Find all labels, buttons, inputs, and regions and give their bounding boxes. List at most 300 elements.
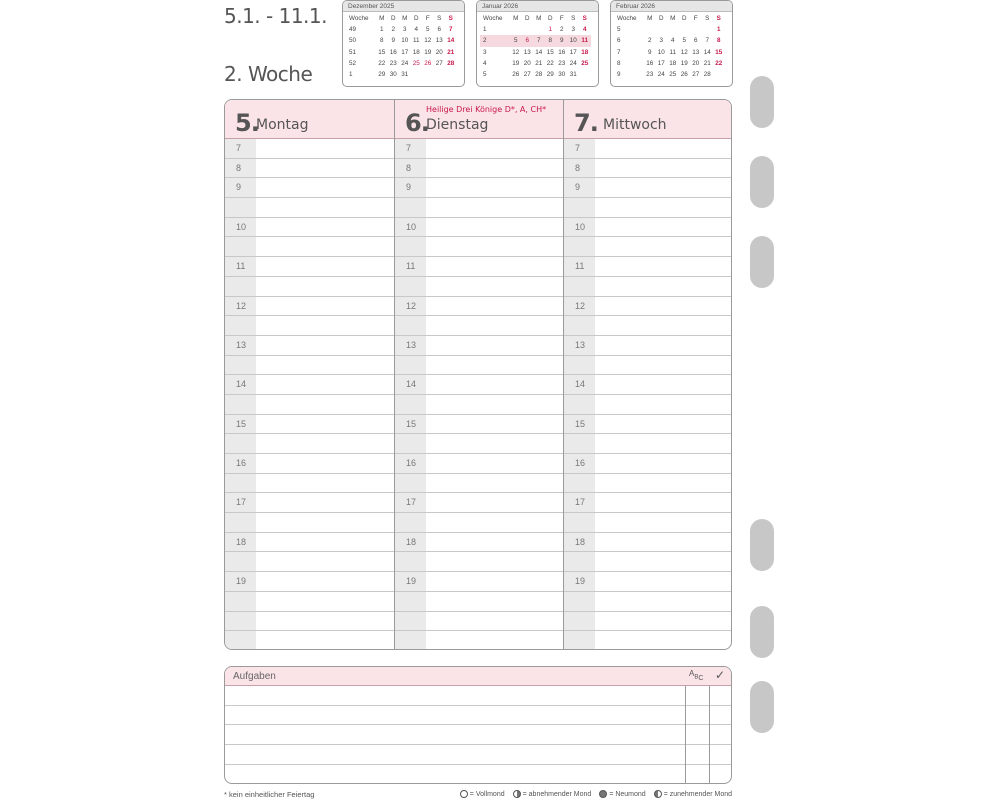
hour-label: 12 xyxy=(575,300,586,311)
mini-calendar-day: 6 xyxy=(437,26,441,34)
mini-calendar-week-number: 5 xyxy=(617,26,621,34)
time-slot[interactable] xyxy=(564,375,731,395)
mini-calendar-day: 10 xyxy=(401,37,409,45)
time-slot[interactable] xyxy=(564,198,731,218)
hour-gutter xyxy=(564,237,595,256)
mini-calendar-head-cell: M xyxy=(379,15,385,22)
day-column xyxy=(225,100,394,649)
time-slot[interactable] xyxy=(395,375,563,395)
day-number: 6. xyxy=(405,109,429,137)
hour-label: 16 xyxy=(406,458,417,468)
mini-calendar-day: 11 xyxy=(579,35,591,46)
time-slot[interactable] xyxy=(225,474,394,494)
hour-gutter xyxy=(395,592,426,611)
mini-calendar-day: 25 xyxy=(581,59,589,67)
mini-calendar-day: 27 xyxy=(435,59,443,67)
time-slot[interactable] xyxy=(395,395,563,415)
mini-calendar xyxy=(610,0,733,87)
time-slot[interactable] xyxy=(395,356,563,376)
time-slot[interactable] xyxy=(395,631,563,650)
time-slot[interactable] xyxy=(225,454,394,474)
time-slot[interactable] xyxy=(395,178,563,198)
time-slot[interactable] xyxy=(225,139,394,159)
mini-calendar-week-row xyxy=(614,69,725,80)
day-name: Montag xyxy=(256,117,309,133)
mini-calendar-week-row xyxy=(480,69,591,80)
hour-label: 9 xyxy=(406,182,412,193)
time-slot[interactable] xyxy=(225,631,394,650)
hour-label: 11 xyxy=(406,261,416,272)
hour-gutter xyxy=(564,592,595,611)
legend-label: = abnehmender Mond xyxy=(522,790,592,798)
mini-calendar-day: 27 xyxy=(523,71,531,79)
mini-calendar-head-cell: S xyxy=(705,15,710,22)
mini-calendar-day: 30 xyxy=(558,71,566,79)
mini-calendar-day xyxy=(411,69,423,80)
legend-item xyxy=(513,790,592,798)
time-slot[interactable] xyxy=(564,592,731,612)
mini-calendar-day: 19 xyxy=(424,48,432,56)
mini-calendar-day xyxy=(713,69,725,80)
mini-calendar-week-row xyxy=(614,24,725,35)
hour-label: 13 xyxy=(406,339,417,350)
hour-gutter xyxy=(395,277,426,296)
time-slot[interactable] xyxy=(395,257,563,277)
hour-label: 14 xyxy=(406,379,417,390)
mini-calendar-head-cell: S xyxy=(448,15,453,22)
mini-calendar-day: 21 xyxy=(447,48,455,56)
mini-calendar-day: 29 xyxy=(378,71,386,79)
mini-calendar-day: 13 xyxy=(435,37,443,45)
time-slot[interactable] xyxy=(225,356,394,376)
mini-calendar-day: 21 xyxy=(703,59,711,67)
time-slot[interactable] xyxy=(225,493,394,513)
mini-calendar-day xyxy=(434,69,446,80)
mini-calendar-day: 26 xyxy=(512,71,520,79)
mini-calendar-day: 4 xyxy=(582,26,587,34)
index-tab[interactable] xyxy=(750,519,774,571)
task-row[interactable] xyxy=(225,686,731,706)
mini-calendar-day: 8 xyxy=(716,37,721,45)
tasks-panel xyxy=(224,666,732,784)
time-slot[interactable] xyxy=(225,552,394,572)
mini-calendar-day xyxy=(445,69,457,80)
mini-calendar-week-row xyxy=(480,35,591,46)
mini-calendar-week-number: 5 xyxy=(483,71,487,79)
task-row[interactable] xyxy=(225,745,731,765)
task-row[interactable] xyxy=(225,765,731,784)
hour-gutter xyxy=(395,237,426,256)
time-slot[interactable] xyxy=(564,513,731,533)
mini-calendar-head-cell: D xyxy=(413,15,419,22)
mini-calendar-day: 15 xyxy=(546,48,554,56)
time-slot[interactable] xyxy=(395,533,563,553)
hour-label: 10 xyxy=(236,221,247,232)
hour-gutter xyxy=(225,395,256,414)
mini-calendar-day: 28 xyxy=(703,71,711,79)
time-slot[interactable] xyxy=(564,533,731,553)
mini-calendar-day xyxy=(679,24,691,35)
hour-label: 12 xyxy=(406,300,417,311)
mini-calendar-week-row xyxy=(346,35,457,46)
mini-calendar xyxy=(476,0,599,87)
index-tab[interactable] xyxy=(750,681,774,733)
mini-calendar-week-number: 8 xyxy=(617,59,621,67)
time-slot[interactable] xyxy=(564,277,731,297)
mini-calendar-week-number: 7 xyxy=(617,48,621,56)
time-slot[interactable] xyxy=(225,237,394,257)
hour-label: 8 xyxy=(236,162,242,173)
mini-calendar-day: 21 xyxy=(535,59,543,67)
legend-item xyxy=(654,790,732,798)
mini-calendar-day: 12 xyxy=(424,37,432,45)
new-moon-icon xyxy=(599,790,607,798)
moon-legend xyxy=(460,790,732,798)
mini-calendar-day: 2 xyxy=(647,37,652,45)
mini-calendar-day: 22 xyxy=(546,59,554,67)
time-slot[interactable] xyxy=(395,513,563,533)
mini-calendar-day: 9 xyxy=(391,37,395,45)
mini-calendar-day: 14 xyxy=(703,48,711,56)
time-slot[interactable] xyxy=(395,336,563,356)
hour-label: 7 xyxy=(236,143,242,153)
mini-calendar-day: 24 xyxy=(401,59,409,67)
mini-calendar-head-cell: S xyxy=(716,15,721,22)
mini-calendar-day: 17 xyxy=(657,59,665,67)
task-row[interactable] xyxy=(225,725,731,745)
mini-calendar-day: 20 xyxy=(435,48,443,56)
hour-gutter xyxy=(395,631,426,650)
mini-calendar-day: 6 xyxy=(693,37,698,45)
index-tab[interactable] xyxy=(750,76,774,128)
hour-gutter xyxy=(564,316,595,335)
time-slot[interactable] xyxy=(564,237,731,257)
mini-calendar-head-cell: D xyxy=(524,15,530,22)
legend-label: = Vollmond xyxy=(469,790,505,798)
mini-calendar-week-number: 49 xyxy=(349,26,357,34)
mini-calendar-day: 14 xyxy=(447,37,455,45)
hour-label: 7 xyxy=(575,143,581,153)
time-slot[interactable] xyxy=(564,297,731,317)
hour-gutter xyxy=(564,552,595,571)
time-slot[interactable] xyxy=(225,533,394,553)
time-slot[interactable] xyxy=(395,474,563,494)
mini-calendar-day: 3 xyxy=(659,37,663,45)
day-header xyxy=(225,100,394,139)
hour-gutter xyxy=(225,513,256,532)
mini-calendar-day: 31 xyxy=(569,71,577,79)
hour-gutter xyxy=(564,612,595,631)
day-header xyxy=(564,100,731,139)
time-slot[interactable] xyxy=(564,316,731,336)
time-slot[interactable] xyxy=(225,336,394,356)
mini-calendar-day: 10 xyxy=(568,35,580,46)
time-slot[interactable] xyxy=(225,218,394,238)
time-slot[interactable] xyxy=(395,139,563,159)
mini-calendar-week-row xyxy=(346,69,457,80)
hour-gutter xyxy=(564,513,595,532)
wane-moon-icon xyxy=(513,790,521,798)
mini-calendar-day xyxy=(644,24,656,35)
hour-label: 14 xyxy=(575,379,586,390)
time-slot[interactable] xyxy=(564,356,731,376)
day-header xyxy=(395,100,563,139)
hour-gutter xyxy=(395,552,426,571)
mini-calendar-head-cell: S xyxy=(582,15,587,22)
mini-calendar-day: 3 xyxy=(402,26,407,34)
hour-label: 15 xyxy=(575,418,586,429)
mini-calendar-week-number: 4 xyxy=(483,59,487,67)
time-slot[interactable] xyxy=(564,552,731,572)
mini-calendar-week-row xyxy=(346,24,457,35)
mini-calendar-day: 7 xyxy=(533,35,545,46)
holiday-footnote: * kein einheitlicher Feiertag xyxy=(224,790,315,799)
time-slot[interactable] xyxy=(564,434,731,454)
mini-calendar-head-cell: Woche xyxy=(483,15,503,22)
time-slot[interactable] xyxy=(395,159,563,179)
time-slot[interactable] xyxy=(225,415,394,435)
mini-calendar-day: 19 xyxy=(512,59,520,67)
hour-gutter xyxy=(225,474,256,493)
time-slot[interactable] xyxy=(395,552,563,572)
mini-calendar-week-row xyxy=(614,35,725,46)
mini-calendar-head-cell: M xyxy=(402,15,408,22)
time-slot[interactable] xyxy=(225,572,394,592)
hour-label: 19 xyxy=(236,576,247,587)
time-slot[interactable] xyxy=(564,454,731,474)
mini-calendar-day: 18 xyxy=(669,59,677,67)
hour-gutter xyxy=(225,198,256,217)
mini-calendar-day: 9 xyxy=(556,35,568,46)
mini-calendar-day: 17 xyxy=(569,48,577,56)
hour-gutter xyxy=(564,474,595,493)
mini-calendar-day: 18 xyxy=(581,48,589,56)
mini-calendar-day xyxy=(522,24,534,35)
time-slot[interactable] xyxy=(564,572,731,592)
day-name: Dienstag xyxy=(426,117,489,133)
mini-calendar-day: 1 xyxy=(379,26,384,34)
time-slot[interactable] xyxy=(225,375,394,395)
hour-gutter xyxy=(564,434,595,453)
hour-gutter xyxy=(395,474,426,493)
mini-calendar-day: 23 xyxy=(646,71,654,79)
mini-calendar-day: 25 xyxy=(669,71,677,79)
day-number: 5. xyxy=(235,109,259,137)
priority-abc-label: $A_{BC}$ xyxy=(689,669,704,682)
time-slot[interactable] xyxy=(564,631,731,650)
mini-calendar-day: 31 xyxy=(401,71,409,79)
mini-calendar-head-cell: D xyxy=(547,15,553,22)
mini-calendar-day: 17 xyxy=(401,48,409,56)
hour-label: 16 xyxy=(575,458,586,468)
index-tab[interactable] xyxy=(750,606,774,658)
mini-calendar-week-row xyxy=(346,58,457,69)
time-slot[interactable] xyxy=(564,257,731,277)
time-slot[interactable] xyxy=(395,592,563,612)
time-slot[interactable] xyxy=(564,139,731,159)
time-slot[interactable] xyxy=(225,395,394,415)
time-slot[interactable] xyxy=(395,612,563,632)
day-column xyxy=(563,100,731,649)
mini-calendar-week-number: 2 xyxy=(480,35,510,46)
hour-gutter xyxy=(225,356,256,375)
time-slot[interactable] xyxy=(395,454,563,474)
time-slot[interactable] xyxy=(564,415,731,435)
time-slot[interactable] xyxy=(395,415,563,435)
time-slot[interactable] xyxy=(225,198,394,218)
time-slot[interactable] xyxy=(225,434,394,454)
time-slot[interactable] xyxy=(395,297,563,317)
hour-label: 15 xyxy=(406,418,417,429)
time-slot[interactable] xyxy=(225,159,394,179)
mini-calendar-week-number: 6 xyxy=(617,37,621,45)
mini-calendar-head-cell: D xyxy=(658,15,664,22)
time-slot[interactable] xyxy=(225,612,394,632)
mini-calendar-day: 29 xyxy=(546,71,554,79)
hour-label: 8 xyxy=(406,162,412,173)
hour-label: 13 xyxy=(575,339,586,350)
legend-label: = Neumond xyxy=(609,790,646,798)
time-slot[interactable] xyxy=(395,218,563,238)
index-tab[interactable] xyxy=(750,156,774,208)
time-slot[interactable] xyxy=(395,277,563,297)
hour-gutter xyxy=(395,395,426,414)
mini-calendar-day: 13 xyxy=(523,48,531,56)
mini-calendar-day: 11 xyxy=(412,37,420,45)
mini-calendar-week-row xyxy=(614,47,725,58)
mini-calendar-day: 10 xyxy=(657,48,665,56)
time-slot[interactable] xyxy=(564,336,731,356)
time-slot[interactable] xyxy=(225,592,394,612)
mini-calendar-week-number: 3 xyxy=(483,48,487,56)
time-slot[interactable] xyxy=(225,178,394,198)
mini-calendar-week-number: 9 xyxy=(617,71,621,79)
mini-calendar-day: 22 xyxy=(378,59,386,67)
hour-gutter xyxy=(564,356,595,375)
mini-calendar-day: 16 xyxy=(558,48,566,56)
mini-calendar-day xyxy=(422,69,434,80)
hour-gutter xyxy=(395,198,426,217)
hour-label: 18 xyxy=(406,536,417,547)
hour-label: 14 xyxy=(236,379,247,390)
hour-label: 11 xyxy=(575,261,585,272)
mini-calendar-day: 5 xyxy=(682,37,686,45)
time-slot[interactable] xyxy=(395,316,563,336)
time-slot[interactable] xyxy=(564,218,731,238)
time-slot[interactable] xyxy=(225,257,394,277)
mini-calendar-day: 5 xyxy=(510,35,522,46)
mini-calendar-day: 28 xyxy=(447,59,455,67)
hour-label: 10 xyxy=(406,221,417,232)
index-tab[interactable] xyxy=(750,236,774,288)
mini-calendar-day: 15 xyxy=(378,48,386,56)
mini-calendar-head-cell: D xyxy=(390,15,396,22)
hour-gutter xyxy=(225,316,256,335)
mini-calendar-day: 2 xyxy=(559,26,564,34)
mini-calendar-week-number: 50 xyxy=(349,37,357,45)
mini-calendar-day xyxy=(702,24,714,35)
time-slot[interactable] xyxy=(395,493,563,513)
mini-calendar-day: 7 xyxy=(705,37,709,45)
time-slot[interactable] xyxy=(225,316,394,336)
hour-gutter xyxy=(225,552,256,571)
day-grid xyxy=(224,99,732,650)
hour-label: 11 xyxy=(236,261,246,272)
time-slot[interactable] xyxy=(564,395,731,415)
mini-calendar-day: 22 xyxy=(715,59,723,67)
mini-calendar-day: 24 xyxy=(569,59,577,67)
mini-calendar-day: 26 xyxy=(424,59,432,67)
mini-calendar-day: 4 xyxy=(670,37,675,45)
mini-calendar-day: 12 xyxy=(680,48,688,56)
time-slot[interactable] xyxy=(225,297,394,317)
mini-calendar-day: 15 xyxy=(715,48,723,56)
task-row[interactable] xyxy=(225,706,731,726)
hour-gutter xyxy=(395,513,426,532)
hour-label: 13 xyxy=(236,339,247,350)
hour-gutter xyxy=(395,612,426,631)
time-slot[interactable] xyxy=(395,572,563,592)
time-slot[interactable] xyxy=(395,434,563,454)
time-slot[interactable] xyxy=(395,198,563,218)
mini-calendar-week-row xyxy=(614,58,725,69)
mini-calendar-week-row xyxy=(480,47,591,58)
mini-calendar-day: 23 xyxy=(558,59,566,67)
hour-label: 18 xyxy=(236,536,247,547)
hour-gutter xyxy=(395,356,426,375)
week-label: 2. Woche xyxy=(224,62,313,86)
mini-calendar-head-cell: M xyxy=(647,15,653,22)
mini-calendar-day: 27 xyxy=(692,71,700,79)
mini-calendar-head-cell: S xyxy=(437,15,442,22)
mini-calendar-day: 20 xyxy=(523,59,531,67)
hour-gutter xyxy=(225,592,256,611)
mini-calendar-head-cell: F xyxy=(559,15,564,22)
day-number: 7. xyxy=(574,109,598,137)
mini-calendar-head-cell: M xyxy=(536,15,542,22)
mini-calendar-day: 18 xyxy=(412,48,420,56)
hour-label: 15 xyxy=(236,418,247,429)
mini-calendar-day xyxy=(656,24,668,35)
hour-gutter xyxy=(225,237,256,256)
mini-calendar-day: 2 xyxy=(391,26,395,34)
time-slot[interactable] xyxy=(225,513,394,533)
mini-calendar-title: Januar 2026 xyxy=(477,1,598,12)
hour-label: 18 xyxy=(575,536,586,547)
time-slot[interactable] xyxy=(395,237,563,257)
hour-label: 7 xyxy=(406,143,412,153)
mini-calendar-week-row xyxy=(480,58,591,69)
tasks-header xyxy=(225,667,731,686)
time-slot[interactable] xyxy=(564,178,731,198)
time-slot[interactable] xyxy=(564,612,731,632)
mini-calendar-day: 25 xyxy=(412,59,420,67)
wax-moon-icon xyxy=(654,790,662,798)
legend-label: = zunehmender Mond xyxy=(663,790,732,798)
hour-gutter xyxy=(225,434,256,453)
mini-calendar-day xyxy=(510,24,522,35)
time-slot[interactable] xyxy=(564,159,731,179)
time-slot[interactable] xyxy=(225,277,394,297)
mini-calendar-day xyxy=(667,24,679,35)
mini-calendar-day xyxy=(579,69,591,80)
hour-label: 8 xyxy=(575,162,581,173)
hour-gutter xyxy=(225,277,256,296)
time-slot[interactable] xyxy=(564,493,731,513)
mini-calendar-day: 16 xyxy=(646,59,654,67)
mini-calendar-day: 1 xyxy=(716,26,721,34)
time-slot[interactable] xyxy=(564,474,731,494)
